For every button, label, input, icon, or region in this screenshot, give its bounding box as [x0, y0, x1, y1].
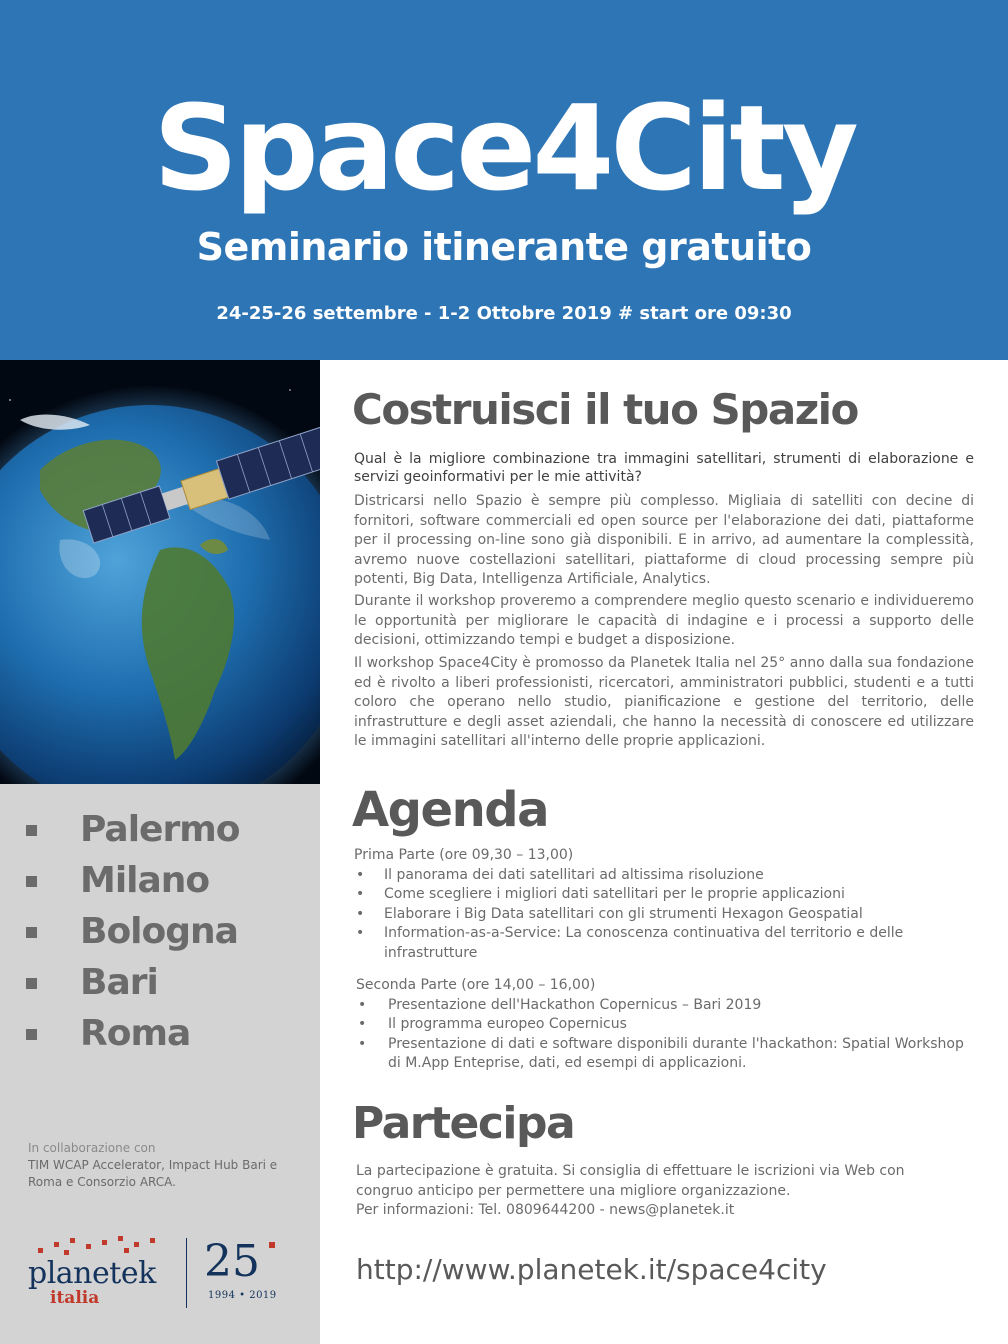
collaboration-prefix: In collaborazione con	[28, 1141, 156, 1155]
intro-question: Qual è la migliore combinazione tra immagini satellitari, strumenti di elaborazione e servizi geoinformativi per le mie attività?	[354, 451, 974, 485]
partecipa-info	[356, 1162, 976, 1221]
list-item	[0, 855, 320, 906]
partecipa-line: congruo anticipo per permettere una migliore organizzazione.	[356, 1182, 791, 1199]
anniversary-years: 1994 • 2019	[208, 1290, 277, 1301]
header-banner	[0, 0, 1008, 360]
square-bullet-icon	[26, 927, 37, 938]
partecipa-line: La partecipazione è gratuita. Si consiglia di effettuare le iscrizioni via Web con	[356, 1163, 905, 1179]
square-bullet-icon	[26, 876, 37, 887]
list-item	[0, 906, 320, 957]
event-dates: 24-25-26 settembre - 1-2 Ottobre 2019 # start ore 09:30	[216, 303, 792, 324]
list-item: • Presentazione di dati e software disponibili durante l'hackathon: Spatial Workshop di M.App Enteprise, dati, ed esempi di applicazioni.	[356, 1035, 976, 1074]
event-subtitle: Seminario itinerante gratuito	[196, 225, 812, 269]
intro-paragraph: Durante il workshop proveremo a comprendere meglio questo scenario e individueremo le opportunità per migliorare le capacità di indagine e i processi a supporto delle decisioni, ottimizzando tempi e budget a disposizione.	[354, 593, 974, 648]
logo-name: planetek	[28, 1256, 156, 1291]
agenda-part-heading: Seconda Parte (ore 14,00 – 16,00)	[356, 977, 596, 993]
list-item: • Presentazione dell'Hackathon Copernicus – Bari 2019	[356, 996, 976, 1016]
square-bullet-icon	[26, 825, 37, 836]
collaboration-partners: TIM WCAP Accelerator, Impact Hub Bari e Roma e Consorzio ARCA.	[28, 1158, 278, 1189]
agenda-part-1	[354, 846, 974, 963]
list-item	[0, 1008, 320, 1059]
logo-subname: italia	[50, 1288, 100, 1308]
city-name: Bologna	[80, 911, 238, 952]
city-name: Bari	[80, 962, 158, 1003]
square-bullet-icon	[26, 978, 37, 989]
list-item: • Elaborare i Big Data satellitari con gli strumenti Hexagon Geospatial	[354, 905, 974, 925]
list-item	[0, 804, 320, 855]
agenda-part-heading: Prima Parte (ore 09,30 – 13,00)	[354, 847, 574, 863]
square-bullet-icon	[26, 1029, 37, 1040]
earth-satellite-image	[0, 360, 320, 784]
list-item: • Il programma europeo Copernicus	[356, 1015, 976, 1035]
city-name: Roma	[80, 1013, 191, 1054]
planetek-logo	[24, 1232, 304, 1312]
section-title-partecipa: Partecipa	[352, 1098, 575, 1149]
list-item	[0, 957, 320, 1008]
earth-satellite-icon	[0, 360, 320, 784]
city-name: Milano	[80, 860, 210, 901]
agenda-list	[354, 866, 974, 964]
list-item: • Come scegliere i migliori dati satellitari per le proprie applicazioni	[354, 885, 974, 905]
city-list	[0, 804, 320, 1059]
section-title-agenda: Agenda	[352, 782, 548, 838]
event-url-link[interactable]: http://www.planetek.it/space4city	[356, 1253, 827, 1286]
list-item: • Information-as-a-Service: La conoscenza continuativa del territorio e delle infrastrutture	[354, 924, 974, 963]
list-item: • Il panorama dei dati satellitari ad altissima risoluzione	[354, 866, 974, 886]
intro-paragraph: Il workshop Space4City è promosso da Planetek Italia nel 25° anno dalla sua fondazione ed è rivolto a liberi professionisti, ricercatori, amministratori pubblici, studenti e a tutti coloro che operano nello studio, pianificazione e gestione del territorio, delle infrastrutture e degli asset aziendali, che hanno la necessità di conoscere ed utilizzare le immagini satellitari all'interno delle proprie applicazioni.	[354, 655, 974, 749]
agenda-part-2	[356, 976, 976, 1074]
section-title-intro: Costruisci il tuo Spazio	[352, 385, 858, 434]
agenda-list	[356, 996, 976, 1074]
intro-paragraph: Districarsi nello Spazio è sempre più complesso. Migliaia di satelliti con decine di fornitori, software commerciali ed open source per l'elaborazione dei dati, piattaforme per il processing on-line sono già disponibili. E in arrivo, ad aumentare la complessità, avremo nuove costellazioni satellitari, piattaforme di cloud processing sempre più potenti, Big Data, Intelligenza Artificiale, Analytics.	[354, 493, 974, 587]
anniversary-number: 25	[204, 1236, 260, 1287]
event-title: Space4City	[153, 79, 855, 217]
logo-divider	[186, 1238, 187, 1308]
anniversary-square-icon	[269, 1242, 275, 1248]
partecipa-line: Per informazioni: Tel. 0809644200 - news@planetek.it	[356, 1202, 735, 1218]
collaboration-note	[28, 1140, 308, 1191]
city-name: Palermo	[80, 809, 240, 850]
